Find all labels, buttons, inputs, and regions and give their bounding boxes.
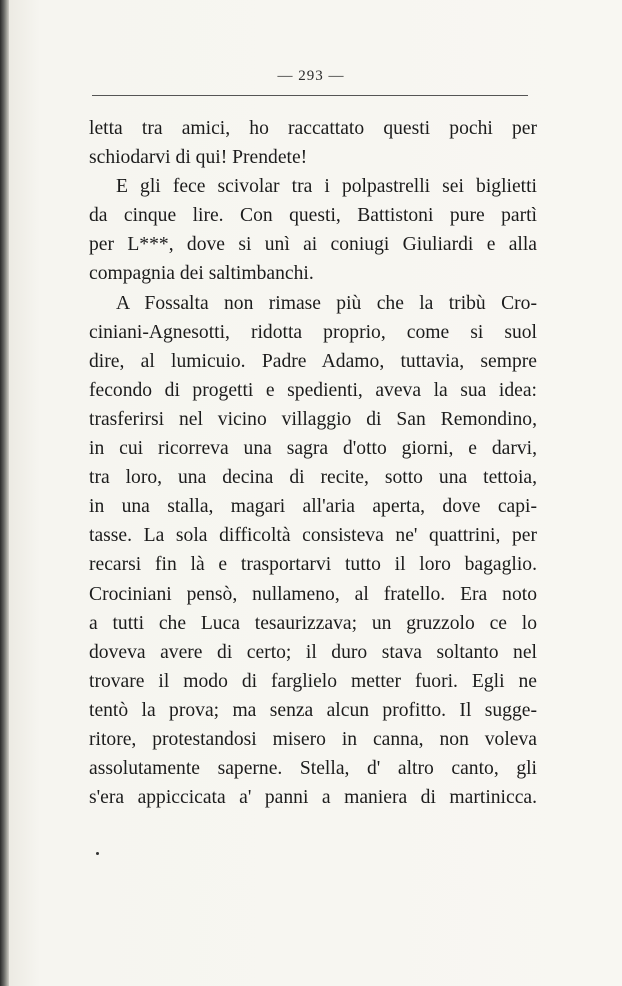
text-line: trovare il modo di farglielo metter fuori. Egli ne [89,670,537,692]
text-line: tentò la prova; ma senza alcun profitto. Il sugge- [89,699,537,721]
text-line: in cui ricorreva una sagra d'otto giorni, e darvi, [89,438,537,460]
text-line: trasferirsi nel vicino villaggio di San Remondino, [89,408,537,430]
text-line: per L***, dove si unì ai coniugi Giuliardi e alla [89,234,537,256]
text-line: doveva avere di certo; il duro stava soltanto nel [89,641,537,663]
text-line: dire, al lumicuio. Padre Adamo, tuttavia, sempre [89,350,537,372]
ink-speck [96,852,99,855]
text-line: ciniani-Agnesotti, ridotta proprio, come si suol [89,321,537,343]
text-line: compagnia dei saltimbanchi. [89,263,314,285]
text-line: in una stalla, magari all'aria aperta, dove capi- [89,496,537,518]
text-line: ritore, protestandosi misero in canna, non voleva [89,728,537,750]
text-line: tra loro, una decina di recite, sotto una tettoia, [89,467,537,489]
text-line: s'era appiccicata a' panni a maniera di martinicca. [89,787,537,809]
text-line: tasse. La sola difficoltà consisteva ne' quattrini, per [89,525,537,547]
body-text [89,114,537,812]
text-line: schiodarvi di qui! Prendete! [89,147,308,169]
text-line: A Fossalta non rimase più che la tribù Cro- [116,292,537,314]
header-rule [92,95,528,96]
text-line: E gli fece scivolar tra i polpastrelli sei biglietti [116,176,537,198]
page-spine-shadow [0,0,9,986]
text-line: a tutti che Luca tesaurizzava; un gruzzolo ce lo [89,612,537,634]
text-line: Crociniani pensò, nullameno, al fratello. Era noto [89,583,537,605]
text-line: assolutamente saperne. Stella, d' altro canto, gli [89,758,537,780]
text-line: letta tra amici, ho raccattato questi pochi per [89,118,537,139]
text-line: recarsi fin là e trasportarvi tutto il loro bagaglio. [89,554,537,576]
page-number: — 293 — [277,68,345,84]
text-line: fecondo di progetti e spedienti, aveva la sua idea: [89,379,537,401]
text-line: da cinque lire. Con questi, Battistoni pure partì [89,205,537,227]
